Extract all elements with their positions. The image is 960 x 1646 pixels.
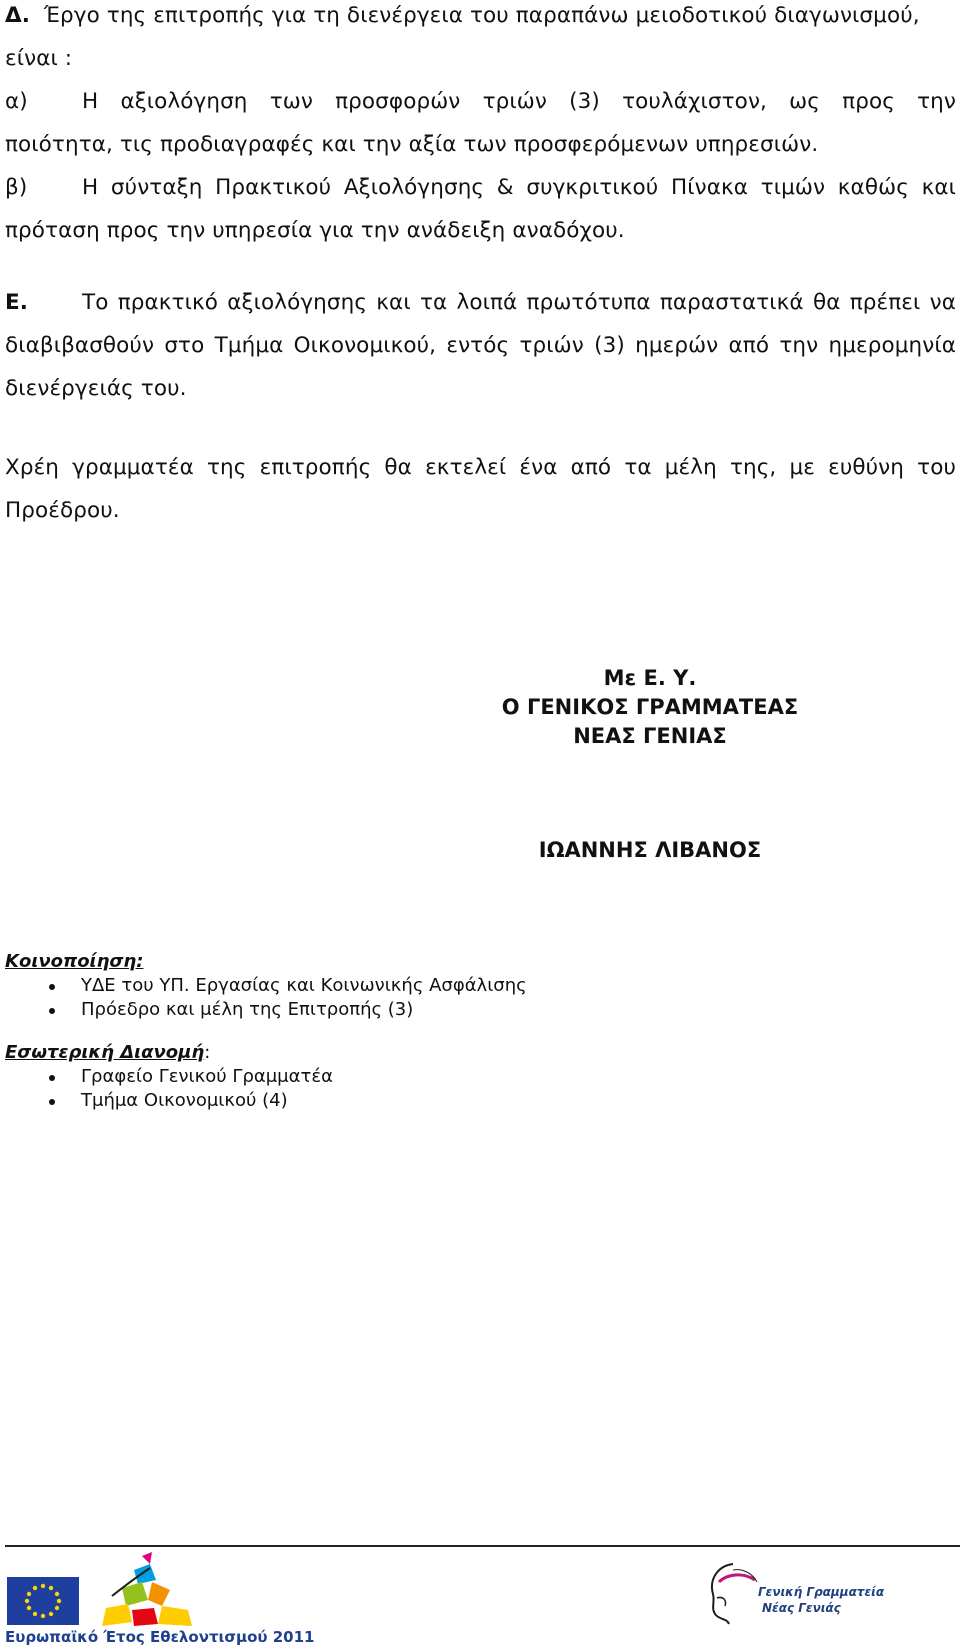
signature-block (440, 664, 860, 751)
item-b-line2: πρόταση προς την υπηρεσία για την ανάδειξη αναδόχου. (5, 218, 625, 243)
internal-distribution-block (5, 1041, 333, 1113)
item-a-label: α) (5, 89, 28, 114)
notification-heading: Κοινοποίηση: (5, 951, 144, 972)
notification-block (5, 950, 527, 1022)
section-e-line1 (5, 281, 956, 324)
volunteering-year-logo-icon (92, 1550, 202, 1628)
item-a-text-1: Η αξιολόγηση των προσφορών τριών (3) τουλάχιστον, ως προς την (82, 89, 956, 114)
item-b-line1 (5, 166, 956, 209)
signature-organization: ΝΕΑΣ ΓΕΝΙΑΣ (573, 724, 727, 748)
section-d-line2: είναι : (5, 46, 73, 71)
section-e (5, 281, 956, 410)
section-e-line2: διαβιβασθούν στο Τμήμα Οικονομικού, εντός τριών (3) ημερών από την ημερομηνία (5, 333, 956, 358)
gg-line2: Νέας Γενιάς (762, 1601, 841, 1615)
eu-flag-icon (7, 1577, 79, 1625)
section-e-line3: διενέργειάς του. (5, 376, 187, 401)
signature-on-behalf: Με Ε. Υ. (603, 666, 697, 690)
internal-distribution-list (5, 1065, 333, 1113)
section-d-line1 (5, 0, 956, 37)
section-e-marker: Ε. (5, 290, 29, 315)
notification-list (5, 974, 527, 1022)
item-b-text-1: Η σύνταξη Πρακτικού Αξιολόγησης & συγκριτικού Πίνακα τιμών καθώς και (82, 175, 956, 200)
item-a-line1 (5, 80, 956, 123)
gg-line1: Γενική Γραμματεία (758, 1585, 885, 1599)
general-secretariat-logo-icon (703, 1558, 763, 1630)
list-item: Γραφείο Γενικού Γραμματέα (5, 1065, 333, 1089)
list-item: ΥΔΕ του ΥΠ. Εργασίας και Κοινωνικής Ασφάλισης (5, 974, 527, 998)
secretary-line1: Χρέη γραμματέα της επιτροπής θα εκτελεί ένα από τα μέλη της, με ευθύνη του (5, 455, 956, 480)
section-e-text-1: Το πρακτικό αξιολόγησης και τα λοιπά πρωτότυπα παραστατικά θα πρέπει να (82, 290, 956, 315)
eu-year-caption: Ευρωπαϊκό Έτος Εθελοντισμού 2011 (5, 1628, 315, 1646)
secretary-paragraph (5, 446, 956, 532)
heading-colon: : (204, 1042, 211, 1063)
secretary-line2: Προέδρου. (5, 498, 120, 523)
list-item: Πρόεδρο και μέλη της Επιτροπής (3) (5, 998, 527, 1022)
section-d-marker: Δ. (5, 3, 31, 28)
general-secretariat-caption (758, 1584, 884, 1616)
section-d-text-1: Έργο της επιτροπής για τη διενέργεια του παραπάνω μειοδοτικού διαγωνισμού, (43, 3, 920, 28)
list-item: Τμήμα Οικονομικού (4) (5, 1089, 333, 1113)
footer-divider (5, 1545, 960, 1547)
internal-distribution-heading: Εσωτερική Διανομή (5, 1042, 205, 1063)
item-b-label: β) (5, 175, 28, 200)
signature-title: Ο ΓΕΝΙΚΟΣ ΓΡΑΜΜΑΤΕΑΣ (501, 695, 799, 719)
item-a-line2: ποιότητα, τις προδιαγραφές και την αξία των προσφερόμενων υπηρεσιών. (5, 132, 819, 157)
signatory-name: ΙΩΑΝΝΗΣ ΛΙΒΑΝΟΣ (538, 838, 762, 862)
section-d (5, 0, 956, 252)
